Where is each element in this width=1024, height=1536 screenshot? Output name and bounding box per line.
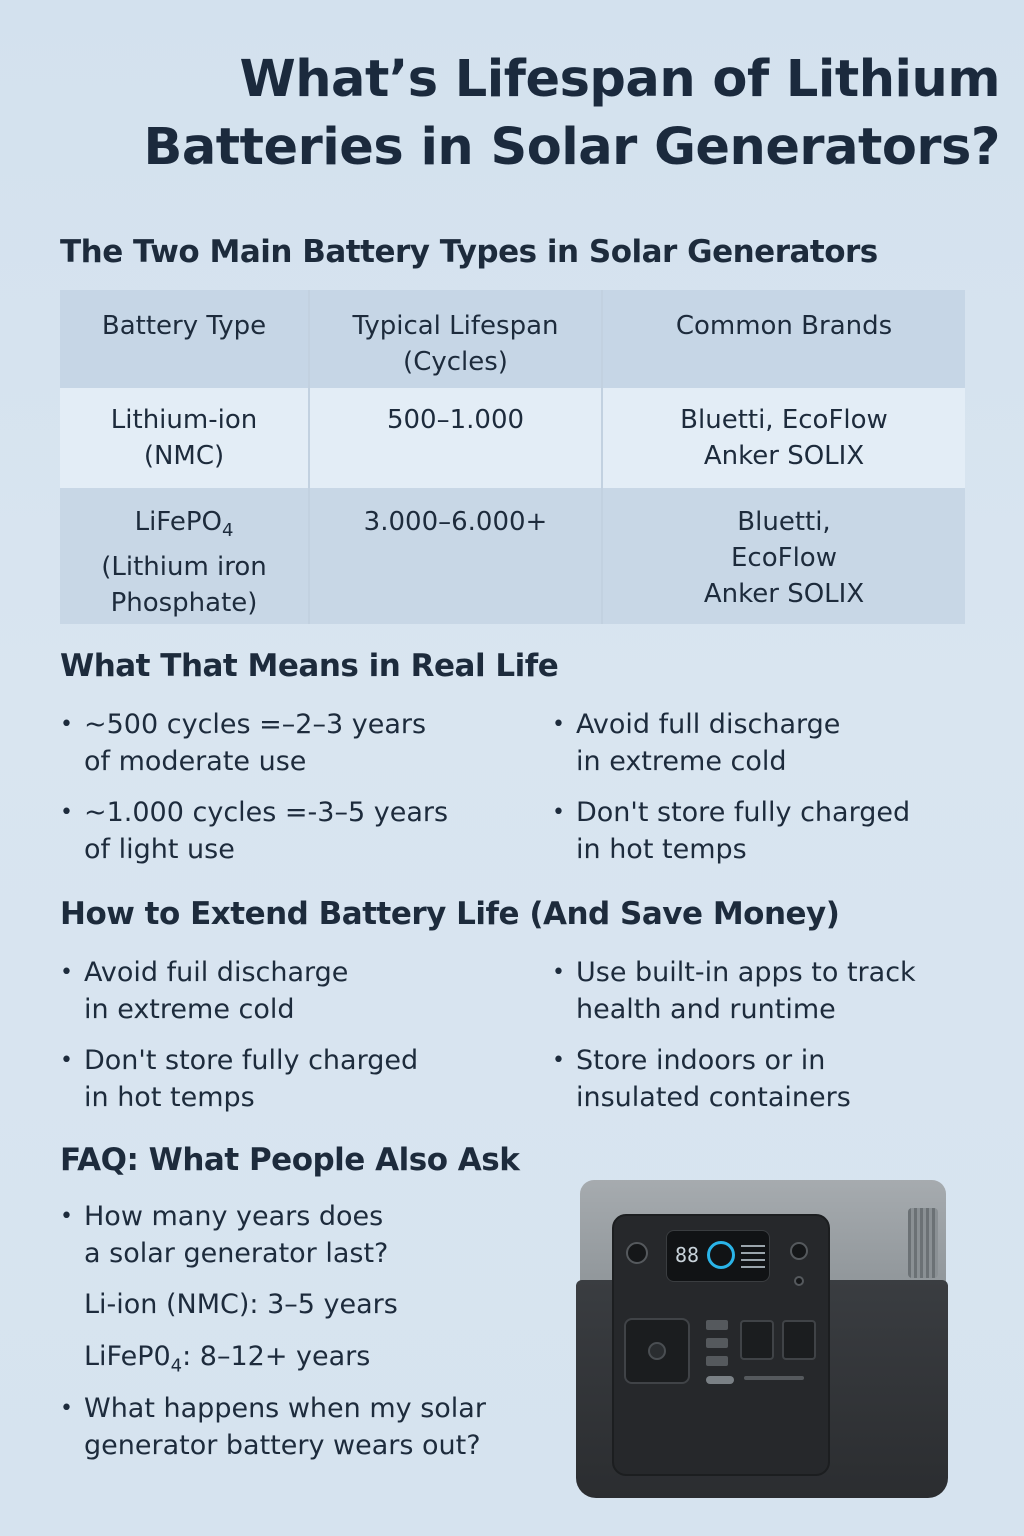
cell-brands: Bluetti, EcoFlow Anker SOLIX — [602, 388, 965, 488]
list-item: • ~1.000 cycles =-3–5 years of light use — [60, 794, 448, 868]
ac-outlet-icon — [624, 1318, 690, 1384]
cell-brands: Bluetti, EcoFlow Anker SOLIX — [602, 488, 965, 624]
cell-lifespan: 3.000–6.000+ — [309, 488, 602, 624]
indicator-light-icon — [794, 1276, 804, 1286]
faq-answer: Li-ion (NMC): 3–5 years — [84, 1289, 398, 1320]
usb-c-port-icon — [706, 1376, 734, 1384]
usb-port-icon — [706, 1356, 728, 1366]
list-item: • ~500 cycles =–2–3 years of moderate use — [60, 706, 426, 780]
display-status-lines — [741, 1245, 765, 1269]
power-station-image — [576, 1180, 948, 1498]
list-item: • Don't store fully charged in hot temps — [552, 794, 910, 868]
faq-answer: $LiFeP0_4$: 8–12+ years — [84, 1341, 371, 1377]
display-screen — [666, 1230, 770, 1282]
table-row — [60, 488, 965, 624]
title-line-1: What’s Lifespan of Lithium — [239, 50, 1000, 109]
title-line-2: Batteries in Solar Generators? — [143, 118, 1000, 177]
usb-port-icon — [706, 1320, 728, 1330]
header-typical-lifespan: Typical Lifespan (Cycles) — [309, 290, 602, 388]
battery-ring-icon — [707, 1241, 735, 1269]
table-row — [60, 388, 965, 488]
section-heading-real-life: What That Means in Real Life — [60, 648, 559, 684]
panel-strip — [744, 1376, 804, 1380]
battery-types-table — [60, 290, 965, 624]
ac-outlet-icon — [782, 1320, 816, 1360]
section-heading-extend-life: How to Extend Battery Life (And Save Money) — [60, 896, 840, 932]
power-button-icon — [626, 1242, 648, 1264]
list-item: • Avoid full discharge in extreme cold — [552, 706, 840, 780]
cell-lifespan: 500–1.000 — [309, 388, 602, 488]
faq-question: • How many years does a solar generator last? — [60, 1198, 388, 1272]
front-panel — [612, 1214, 830, 1476]
list-item: • Avoid fuil discharge in extreme cold — [60, 954, 348, 1028]
mode-button-icon — [790, 1242, 808, 1260]
usb-port-icon — [706, 1338, 728, 1348]
cell-battery-type: LiFePO$_4$ (Lithium iron Phosphate) — [60, 488, 309, 624]
table-header-row — [60, 290, 965, 388]
display-digits: 88 — [675, 1243, 700, 1267]
ac-outlet-icon — [740, 1320, 774, 1360]
faq-question: • What happens when my solar generator battery wears out? — [60, 1390, 486, 1464]
header-common-brands: Common Brands — [602, 290, 965, 388]
header-battery-type: Battery Type — [60, 290, 309, 388]
page-title — [40, 46, 1000, 182]
list-item: • Store indoors or in insulated containers — [552, 1042, 851, 1116]
section-heading-battery-types: The Two Main Battery Types in Solar Generators — [60, 234, 878, 270]
cell-battery-type: Lithium-ion (NMC) — [60, 388, 309, 488]
list-item: • Don't store fully charged in hot temps — [60, 1042, 418, 1116]
section-heading-faq: FAQ: What People Also Ask — [60, 1142, 520, 1178]
vent-grille — [908, 1208, 938, 1278]
list-item: • Use built-in apps to track health and runtime — [552, 954, 916, 1028]
